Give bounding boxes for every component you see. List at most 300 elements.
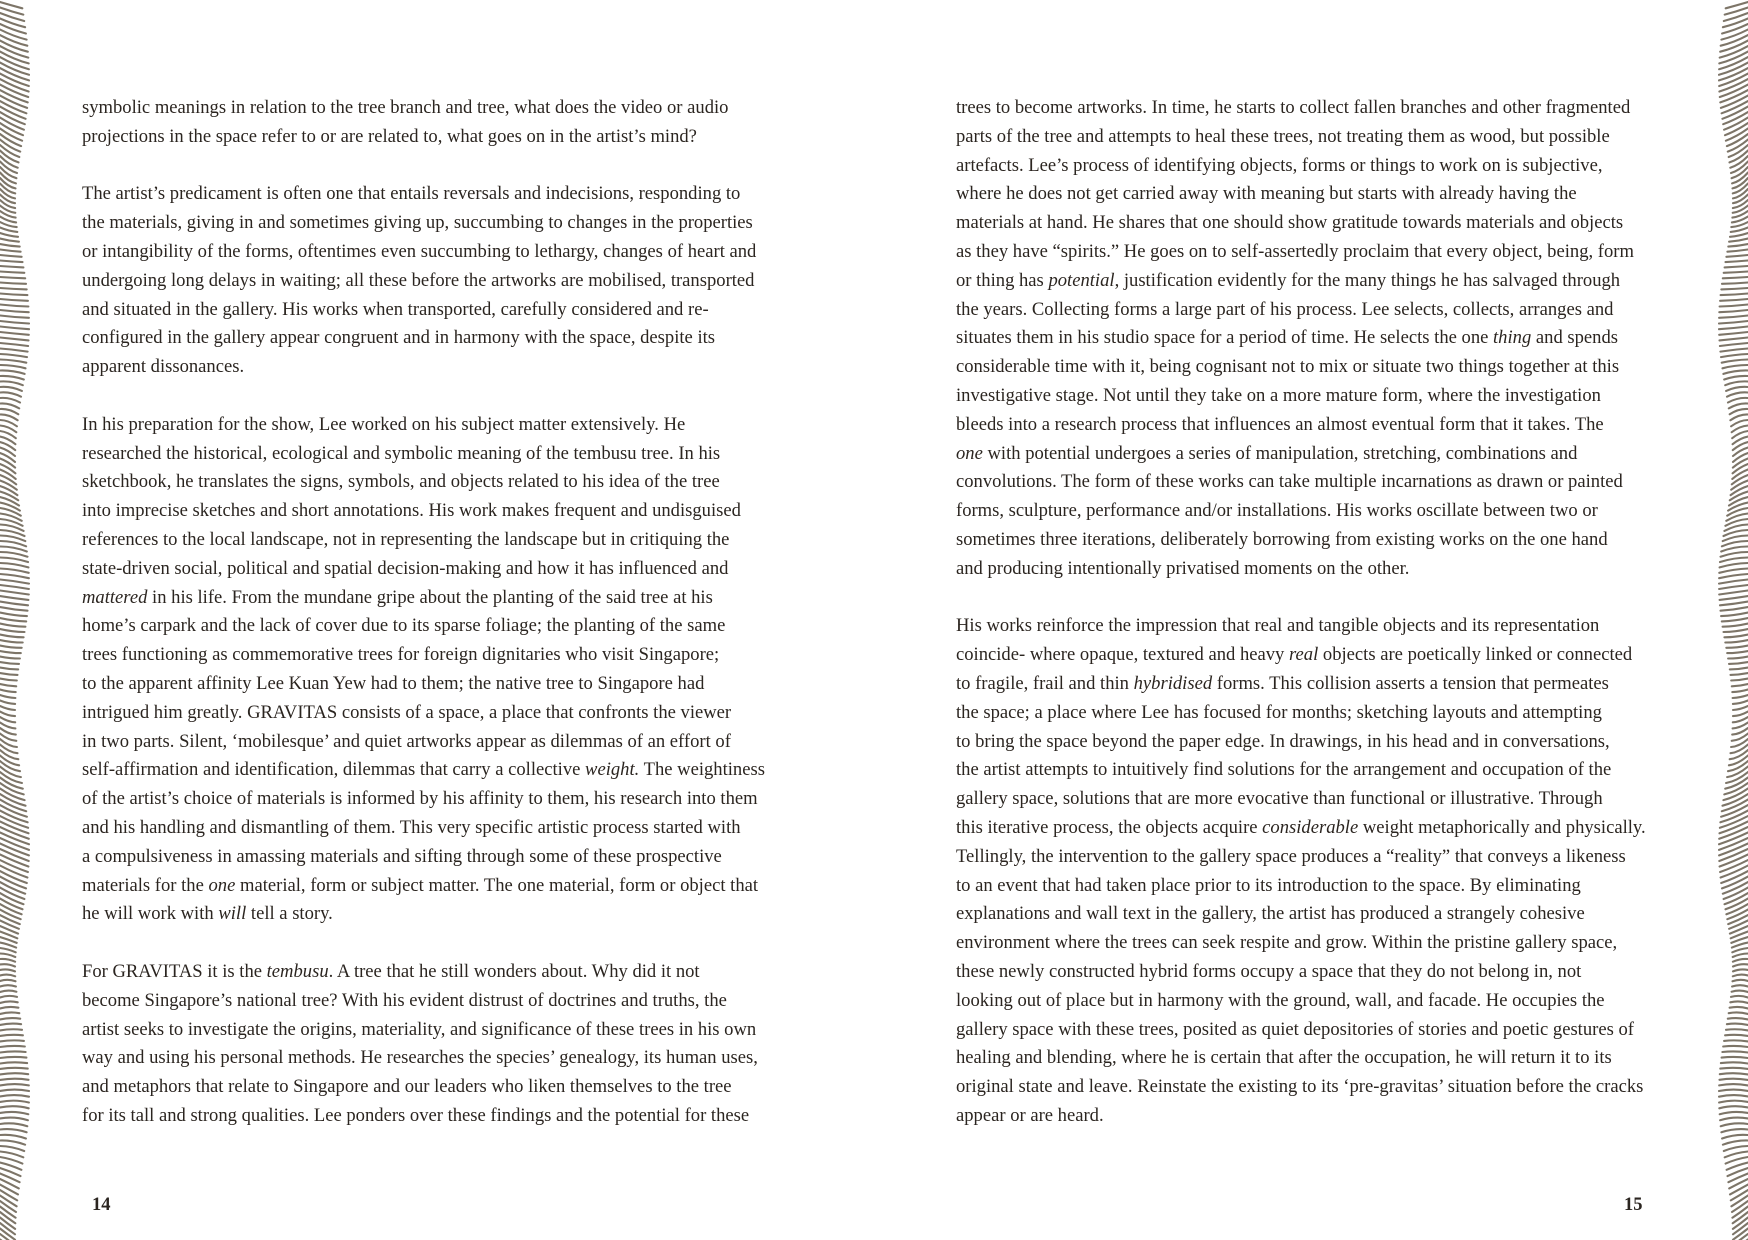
text-line	[82, 180, 797, 209]
text-run: the materials, giving in and sometimes giving up, succumbing to changes in the properties	[82, 212, 753, 234]
text-run: materials for the	[82, 874, 209, 896]
woodgrain-stroke	[1727, 250, 1748, 252]
paragraph	[82, 94, 797, 152]
woodgrain-stroke	[0, 679, 17, 681]
woodgrain-stroke	[0, 558, 28, 563]
text-run: way and using his personal methods. He researches the species’ genealogy, its human uses,	[82, 1047, 758, 1069]
woodgrain-stroke	[0, 261, 23, 263]
text-line	[956, 468, 1671, 497]
woodgrain-stroke	[0, 1212, 15, 1223]
woodgrain-stroke	[1720, 1079, 1748, 1080]
woodgrain-stroke	[1733, 695, 1748, 698]
woodgrain-stroke	[0, 629, 25, 632]
text-line	[82, 584, 797, 613]
woodgrain-stroke	[0, 646, 22, 648]
woodgrain-stroke	[0, 563, 28, 567]
woodgrain-stroke	[0, 943, 16, 948]
text-line	[82, 555, 797, 584]
woodgrain-stroke	[1721, 552, 1748, 557]
woodgrain-stroke	[1732, 943, 1748, 948]
woodgrain-stroke	[0, 552, 28, 557]
paragraph	[956, 612, 1671, 1130]
woodgrain-stroke	[1722, 283, 1748, 284]
woodgrain-stroke	[0, 381, 23, 385]
text-line	[956, 872, 1671, 901]
woodgrain-stroke	[0, 541, 26, 546]
woodgrain-stroke	[1732, 1207, 1748, 1218]
text-run: trees functioning as commemorative trees for foreign dignitaries who visit Singapore;	[82, 644, 720, 666]
paragraph	[82, 180, 797, 382]
text-line	[956, 411, 1671, 440]
woodgrain-stroke	[0, 574, 29, 578]
woodgrain-border-left	[0, 0, 30, 1240]
woodgrain-stroke	[1720, 596, 1748, 600]
woodgrain-stroke	[1727, 1024, 1748, 1025]
paragraph	[82, 411, 797, 929]
text-run: in two parts. Silent, ‘mobilesque’ and quiet artworks appear as dilemmas of an effort of	[82, 730, 731, 752]
text-run: projections in the space refer to or are related to, what goes on in the artist’s mind?	[82, 125, 697, 147]
woodgrain-stroke	[0, 662, 19, 664]
text-run: weight metaphorically and physically.	[1358, 816, 1646, 838]
text-line	[82, 670, 797, 699]
text-run: or intangibility of the forms, oftentimes even succumbing to lethargy, changes of heart and	[82, 240, 757, 262]
text-run: situates them in his studio space for a period of time. He selects the one	[956, 327, 1494, 349]
text-run: of the artist’s choice of materials is informed by his affinity to them, his research into them	[82, 788, 758, 810]
woodgrain-stroke	[1721, 1129, 1748, 1132]
woodgrain-stroke	[0, 1135, 26, 1139]
woodgrain-stroke	[1724, 629, 1748, 632]
woodgrain-stroke	[0, 332, 29, 335]
text-run: Tellingly, the intervention to the gallery space produces a “reality” that conveys a likeness	[956, 845, 1626, 867]
woodgrain-stroke	[0, 387, 22, 391]
text-line	[956, 987, 1671, 1016]
woodgrain-stroke	[0, 1118, 28, 1121]
woodgrain-stroke	[1719, 316, 1748, 318]
woodgrain-stroke	[1731, 679, 1748, 681]
text-line	[956, 843, 1671, 872]
woodgrain-stroke	[0, 2, 22, 8]
text-line	[956, 756, 1671, 785]
woodgrain-stroke	[1733, 954, 1748, 958]
text-line	[956, 670, 1671, 699]
text-run: as they have “spirits.” He goes on to self-assertedly proclaim that every object, being, form	[956, 240, 1634, 262]
text-line	[956, 958, 1671, 987]
woodgrain-stroke	[1720, 343, 1748, 346]
woodgrain-stroke	[0, 305, 28, 307]
woodgrain-stroke	[0, 1112, 28, 1114]
woodgrain-stroke	[0, 624, 25, 627]
text-run: and situated in the gallery. His works when transported, carefully considered and re-	[82, 298, 709, 320]
woodgrain-stroke	[0, 370, 25, 373]
woodgrain-stroke	[1726, 646, 1748, 648]
text-run: to an event that had taken place prior to its introduction to the space. By eliminating	[956, 874, 1581, 896]
woodgrain-stroke	[1719, 585, 1748, 589]
woodgrain-stroke	[0, 975, 15, 977]
woodgrain-stroke	[0, 580, 29, 584]
italic-text-run: potential	[1048, 269, 1115, 291]
woodgrain-stroke	[0, 398, 20, 403]
woodgrain-pattern	[0, 0, 30, 1240]
woodgrain-stroke	[0, 1012, 19, 1014]
text-run: where he does not get carried away with meaning but starts with already having the	[956, 183, 1577, 205]
woodgrain-stroke	[1726, 2, 1748, 8]
woodgrain-stroke	[0, 338, 29, 341]
woodgrain-stroke	[1731, 1196, 1748, 1207]
woodgrain-stroke	[1719, 1084, 1748, 1085]
woodgrain-stroke	[1720, 1068, 1748, 1069]
woodgrain-stroke	[0, 569, 29, 573]
woodgrain-stroke	[0, 1106, 29, 1108]
woodgrain-stroke	[0, 618, 26, 621]
woodgrain-stroke	[0, 712, 15, 717]
woodgrain-stroke	[1721, 294, 1748, 296]
text-run: original state and leave. Reinstate the existing to its ‘pre-gravitas’ situation before the cracks	[956, 1076, 1644, 1098]
woodgrain-stroke	[0, 1140, 25, 1144]
text-line	[956, 324, 1671, 353]
woodgrain-stroke	[1730, 1001, 1748, 1003]
text-run: artist seeks to investigate the origins, materiality, and significance of these trees in his own	[82, 1018, 757, 1040]
woodgrain-stroke	[1722, 1051, 1748, 1052]
woodgrain-stroke	[1731, 996, 1748, 998]
text-line	[956, 641, 1671, 670]
text-line	[956, 353, 1671, 382]
text-run: investigative stage. Not until they take on a more mature form, where the investigation	[956, 384, 1601, 406]
woodgrain-stroke	[0, 349, 28, 352]
woodgrain-stroke	[1731, 228, 1748, 232]
text-line	[956, 152, 1671, 181]
woodgrain-stroke	[1724, 1146, 1748, 1151]
text-run: . A tree that he still wonders about. Why did it not	[328, 960, 700, 982]
woodgrain-stroke	[1725, 640, 1748, 643]
woodgrain-stroke	[1732, 684, 1748, 686]
text-run: parts of the tree and attempts to heal these trees, not treating them as wood, but possible	[956, 125, 1610, 147]
text-line	[956, 900, 1671, 929]
woodgrain-stroke	[0, 695, 15, 698]
woodgrain-stroke	[1719, 574, 1748, 578]
woodgrain-stroke	[0, 365, 26, 368]
text-run: the artist attempts to intuitively find solutions for the arrangement and occupation of the	[956, 759, 1612, 781]
text-run: forms. This collision asserts a tension that permeates	[1212, 672, 1609, 694]
woodgrain-stroke	[0, 1057, 26, 1058]
woodgrain-stroke	[1728, 244, 1748, 247]
woodgrain-stroke	[1733, 1229, 1748, 1240]
woodgrain-stroke	[1733, 701, 1748, 704]
woodgrain-stroke	[1720, 299, 1748, 301]
text-line	[82, 1102, 797, 1131]
woodgrain-stroke	[1723, 277, 1748, 278]
italic-text-run: will	[218, 903, 247, 925]
text-line	[956, 699, 1671, 728]
woodgrain-stroke	[0, 1068, 28, 1069]
text-run: to bring the space beyond the paper edge. In drawings, in his head and in conversations,	[956, 730, 1610, 752]
woodgrain-stroke	[1724, 635, 1748, 638]
woodgrain-stroke	[0, 294, 27, 296]
woodgrain-stroke	[0, 316, 29, 318]
woodgrain-stroke	[0, 701, 15, 704]
woodgrain-stroke	[1732, 985, 1748, 986]
woodgrain-stroke	[0, 1101, 29, 1103]
woodgrain-stroke	[0, 969, 15, 971]
woodgrain-stroke	[1720, 1112, 1748, 1114]
woodgrain-stroke	[0, 1196, 17, 1207]
woodgrain-stroke	[1719, 310, 1748, 312]
text-line	[956, 238, 1671, 267]
text-line	[82, 987, 797, 1016]
woodgrain-stroke	[1723, 365, 1748, 368]
woodgrain-stroke	[0, 409, 18, 414]
woodgrain-stroke	[1729, 403, 1748, 408]
woodgrain-stroke	[0, 327, 29, 330]
text-line	[82, 1073, 797, 1102]
text-line	[956, 555, 1671, 584]
text-run: artefacts. Lee’s process of identifying objects, forms or things to work on is subjective,	[956, 154, 1603, 176]
woodgrain-stroke	[1730, 668, 1748, 670]
woodgrain-stroke	[1719, 1090, 1748, 1091]
left-page-text	[82, 94, 797, 1159]
woodgrain-stroke	[0, 360, 26, 363]
text-run: researched the historical, ecological and symbolic meaning of the tembusu tree. In his	[82, 442, 721, 464]
text-line	[82, 641, 797, 670]
woodgrain-stroke	[0, 228, 17, 232]
woodgrain-stroke	[0, 996, 17, 998]
text-line	[82, 94, 797, 123]
text-run: sometimes three iterations, deliberately borrowing from existing works on the one hand	[956, 528, 1608, 550]
text-run: become Singapore’s national tree? With his evident distrust of doctrines and truths, the	[82, 989, 727, 1011]
woodgrain-stroke	[1721, 607, 1748, 611]
text-line	[956, 267, 1671, 296]
woodgrain-stroke	[1729, 662, 1748, 664]
woodgrain-stroke	[0, 585, 29, 589]
paragraph	[956, 94, 1671, 584]
text-line	[956, 526, 1671, 555]
woodgrain-stroke	[1719, 580, 1748, 584]
woodgrain-stroke	[1723, 370, 1748, 373]
italic-text-run: weight.	[585, 759, 640, 781]
text-run: to the apparent affinity Lee Kuan Yew had to them; the native tree to Singapore had	[82, 672, 705, 694]
text-run: the space; a place where Lee has focused for months; sketching layouts and attempting	[956, 701, 1602, 723]
page-number-right: 15	[1624, 1195, 1643, 1215]
woodgrain-stroke	[0, 684, 16, 686]
woodgrain-stroke	[1723, 1140, 1748, 1144]
woodgrain-stroke	[0, 985, 16, 986]
woodgrain-stroke	[1720, 349, 1748, 352]
text-run: this iterative process, the objects acquire	[956, 816, 1263, 838]
text-line	[956, 497, 1671, 526]
woodgrain-stroke	[0, 255, 22, 257]
woodgrain-stroke	[1729, 1012, 1748, 1014]
text-line	[956, 785, 1671, 814]
italic-text-run: one	[208, 874, 236, 896]
woodgrain-stroke	[0, 1018, 20, 1019]
text-run: with potential undergoes a series of manipulation, stretching, combinations and	[982, 442, 1578, 464]
text-run: undergoing long delays in waiting; all these before the artworks are mobilised, transported	[82, 269, 755, 291]
woodgrain-stroke	[0, 299, 28, 301]
woodgrain-stroke	[0, 1084, 29, 1085]
woodgrain-stroke	[0, 668, 18, 670]
woodgrain-stroke	[1730, 1007, 1748, 1009]
text-run: looking out of place but in harmony with the ground, wall, and facade. He occupies the	[956, 989, 1605, 1011]
woodgrain-stroke	[0, 690, 16, 693]
woodgrain-stroke	[1725, 1152, 1748, 1158]
woodgrain-stroke	[0, 948, 16, 952]
woodgrain-stroke	[1728, 398, 1748, 403]
text-run: coincide- where opaque, textured and heavy	[956, 644, 1289, 666]
text-run: or thing has	[956, 269, 1049, 291]
woodgrain-stroke	[1719, 1106, 1748, 1108]
woodgrain-stroke	[1722, 541, 1748, 546]
woodgrain-stroke	[1733, 1212, 1748, 1223]
woodgrain-stroke	[0, 723, 15, 729]
woodgrain-stroke	[1733, 969, 1748, 971]
text-run: His works reinforce the impression that real and tangible objects and its representation	[956, 615, 1600, 637]
text-line	[82, 872, 797, 901]
woodgrain-stroke	[0, 964, 15, 966]
woodgrain-stroke	[0, 1123, 27, 1126]
woodgrain-stroke	[1724, 376, 1748, 380]
woodgrain-stroke	[1721, 546, 1748, 551]
woodgrain-stroke	[0, 1146, 24, 1151]
woodgrain-stroke	[1722, 1057, 1748, 1058]
text-run: apparent dissonances.	[82, 356, 245, 378]
woodgrain-stroke	[0, 1062, 27, 1063]
woodgrain-stroke	[1724, 1040, 1748, 1041]
woodgrain-stroke	[0, 1051, 26, 1052]
italic-text-run: mattered	[82, 586, 148, 608]
text-line	[82, 1016, 797, 1045]
text-line	[956, 929, 1671, 958]
italic-text-run: tembusu	[266, 960, 329, 982]
woodgrain-stroke	[0, 602, 28, 606]
woodgrain-stroke	[1720, 1118, 1748, 1121]
text-line	[82, 411, 797, 440]
woodgrain-stroke	[1719, 1101, 1748, 1103]
text-run: configured in the gallery appear congruent and in harmony with the space, despite its	[82, 327, 716, 349]
woodgrain-stroke	[1732, 1201, 1748, 1212]
woodgrain-stroke	[0, 1218, 15, 1229]
text-line	[956, 728, 1671, 757]
woodgrain-stroke	[1719, 569, 1748, 573]
text-run: self-affirmation and identification, dilemmas that carry a collective	[82, 759, 586, 781]
text-run: forms, sculpture, performance and/or installations. His works oscillate between two or	[956, 500, 1598, 522]
woodgrain-stroke	[1733, 964, 1748, 966]
woodgrain-stroke	[1719, 321, 1748, 324]
text-line	[82, 267, 797, 296]
text-run: material, form or subject matter. The one material, form or object that	[235, 874, 759, 896]
text-run: In his preparation for the show, Lee worked on his subject matter extensively. He	[82, 413, 686, 435]
woodgrain-stroke	[0, 1129, 27, 1132]
woodgrain-stroke	[1730, 233, 1748, 237]
woodgrain-stroke	[0, 1201, 16, 1212]
text-run: convolutions. The form of these works can take multiple incarnations as drawn or painted	[956, 471, 1623, 493]
text-run: he will work with	[82, 903, 219, 925]
text-run: healing and blending, where he is certain that after the occupation, he will return it to its	[956, 1047, 1612, 1069]
woodgrain-stroke	[0, 1152, 23, 1158]
woodgrain-stroke	[1733, 975, 1748, 977]
woodgrain-stroke	[0, 651, 21, 653]
text-run: into imprecise sketches and short annotations. His work makes frequent and undisguised	[82, 500, 741, 522]
text-line	[82, 238, 797, 267]
italic-text-run: real	[1289, 644, 1319, 666]
woodgrain-stroke	[1719, 332, 1748, 335]
text-run: tell a story.	[246, 903, 333, 925]
woodgrain-stroke	[0, 288, 27, 289]
woodgrain-stroke	[0, 239, 19, 242]
text-run: considerable time with it, being cognisant not to mix or situate two things together at this	[956, 356, 1620, 378]
woodgrain-stroke	[1733, 706, 1748, 710]
text-run: state-driven social, political and spatial decision-making and how it has influenced and	[82, 557, 729, 579]
text-line	[82, 900, 797, 929]
text-run: a compulsiveness in amassing materials and sifting through some of these prospective	[82, 845, 722, 867]
italic-text-run: one	[956, 442, 983, 464]
woodgrain-stroke	[0, 272, 24, 273]
woodgrain-stroke	[1719, 1095, 1748, 1097]
text-line	[956, 1102, 1671, 1131]
text-run: and spends	[1531, 327, 1619, 349]
woodgrain-stroke	[1720, 602, 1748, 606]
woodgrain-stroke	[0, 343, 28, 346]
woodgrain-stroke	[1728, 657, 1748, 659]
text-run: and metaphors that relate to Singapore and our leaders who liken themselves to the tree	[82, 1076, 732, 1098]
text-line	[956, 1044, 1671, 1073]
text-line	[956, 94, 1671, 123]
text-line	[956, 180, 1671, 209]
page-number-left: 14	[92, 1195, 111, 1215]
woodgrain-pattern	[1718, 0, 1748, 1240]
text-line	[82, 440, 797, 469]
woodgrain-stroke	[0, 376, 24, 380]
text-run: gallery space with these trees, posited as quiet depositories of stories and poetic gestures of	[956, 1018, 1634, 1040]
woodgrain-border-right	[1718, 0, 1748, 1240]
text-line	[956, 1073, 1671, 1102]
woodgrain-stroke	[1732, 948, 1748, 952]
woodgrain-stroke	[1723, 624, 1748, 627]
text-line	[82, 728, 797, 757]
text-run: and his handling and dismantling of them. This very specific artistic process started with	[82, 816, 741, 838]
text-line	[82, 497, 797, 526]
text-run: The artist’s predicament is often one that entails reversals and indecisions, responding to	[82, 183, 741, 205]
text-run: to fragile, frail and thin	[956, 672, 1134, 694]
woodgrain-stroke	[0, 1229, 15, 1240]
woodgrain-stroke	[0, 1024, 21, 1025]
woodgrain-stroke	[1733, 723, 1748, 729]
woodgrain-stroke	[1726, 387, 1748, 391]
text-line	[956, 382, 1671, 411]
text-line	[956, 209, 1671, 238]
woodgrain-stroke	[1725, 381, 1748, 385]
woodgrain-stroke	[0, 546, 27, 551]
woodgrain-stroke	[1722, 360, 1748, 363]
woodgrain-stroke	[1725, 266, 1748, 267]
woodgrain-stroke	[0, 591, 29, 595]
woodgrain-stroke	[0, 1095, 29, 1097]
woodgrain-stroke	[0, 640, 23, 643]
text-run: these newly constructed hybrid forms occupy a space that they do not belong in, not	[956, 960, 1582, 982]
text-line	[82, 699, 797, 728]
text-run: explanations and wall text in the gallery, the artist has produced a strangely cohesive	[956, 903, 1585, 925]
woodgrain-stroke	[1727, 392, 1748, 396]
woodgrain-stroke	[0, 244, 20, 247]
woodgrain-stroke	[1731, 673, 1748, 675]
text-run: the years. Collecting forms a large part of his process. Lee selects, collects, arranges and	[956, 298, 1614, 320]
text-run: appear or are heard.	[956, 1104, 1104, 1126]
woodgrain-stroke	[0, 266, 23, 267]
paragraph	[82, 958, 797, 1131]
woodgrain-stroke	[1725, 1035, 1748, 1036]
text-run: materials at hand. He shares that one should show gratitude towards materials and objects	[956, 212, 1624, 234]
woodgrain-stroke	[1721, 354, 1748, 357]
woodgrain-stroke	[0, 392, 21, 396]
woodgrain-stroke	[0, 635, 24, 638]
